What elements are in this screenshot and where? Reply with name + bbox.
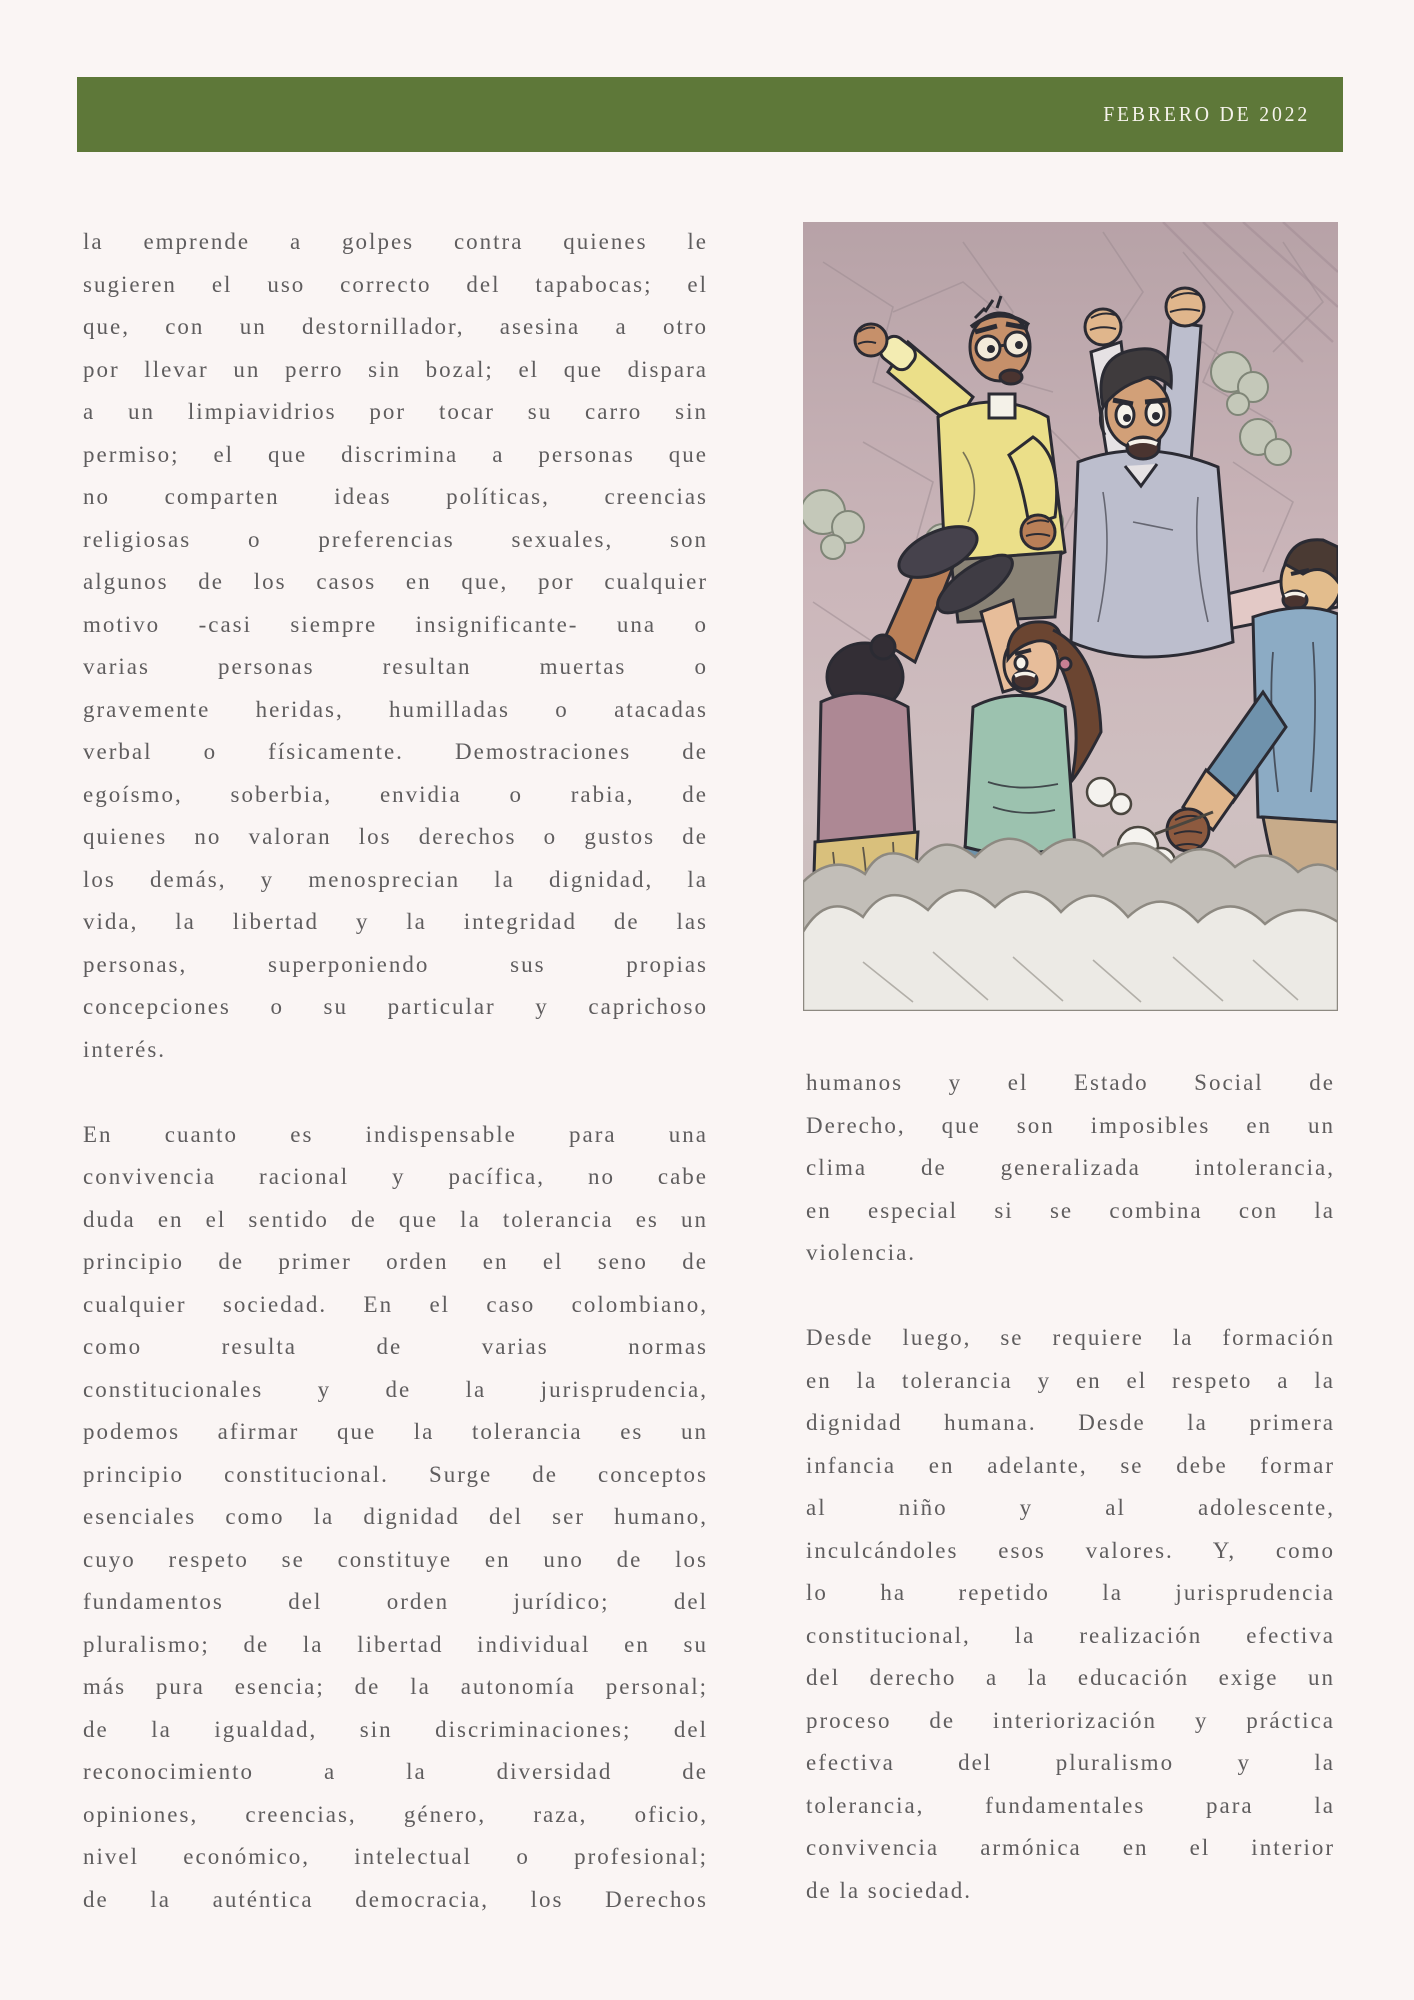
text-line: del derecho a la educación exige un: [806, 1665, 1335, 1690]
text-line: nivel económico, intelectual o profesional;: [83, 1844, 708, 1869]
text-line: opiniones, creencias, género, raza, oficio,: [83, 1801, 708, 1827]
text-line: podemos afirmar que la tolerancia es un: [83, 1419, 708, 1444]
text-line: gravemente heridas, humilladas o atacadas: [83, 696, 708, 722]
text-line: lo ha repetido la jurisprudencia: [806, 1580, 1335, 1605]
paragraph: [83, 221, 708, 1071]
text-line: convivencia armónica en el interior: [806, 1835, 1335, 1860]
text-line: infancia en adelante, se debe formar: [806, 1452, 1335, 1478]
text-line: algunos de los casos en que, por cualquier: [83, 569, 708, 594]
text-line: no comparten ideas políticas, creencias: [83, 484, 708, 509]
text-line: a un limpiavidrios por tocar su carro sin: [83, 399, 708, 424]
text-line: principio de primer orden en el seno de: [83, 1249, 708, 1274]
text-line: constitucional, la realización efectiva: [806, 1622, 1335, 1648]
text-line: proceso de interiorización y práctica: [806, 1707, 1335, 1733]
text-line: principio constitucional. Surge de conceptos: [83, 1461, 708, 1487]
text-line: pluralismo; de la libertad individual en su: [83, 1631, 708, 1657]
text-line: en especial si se combina con la: [806, 1197, 1335, 1223]
text-line: personas, superponiendo sus propias: [83, 951, 708, 977]
paragraph: [83, 1114, 708, 1922]
text-line: verbal o físicamente. Demostraciones de: [83, 739, 708, 764]
text-line: convivencia racional y pacífica, no cabe: [83, 1164, 708, 1189]
text-line: quienes no valoran los derechos o gustos de: [83, 824, 708, 849]
fight-illustration: [803, 222, 1338, 1011]
text-line: violencia.: [806, 1240, 917, 1265]
text-line: de la igualdad, sin discriminaciones; del: [83, 1716, 708, 1742]
text-line: por llevar un perro sin bozal; el que dispara: [83, 356, 708, 382]
text-line: permiso; el que discrimina a personas que: [83, 441, 708, 467]
text-line: esenciales como la dignidad del ser humano,: [83, 1504, 708, 1529]
text-line: concepciones o su particular y caprichoso: [83, 994, 708, 1019]
text-line: constitucionales y de la jurisprudencia,: [83, 1376, 708, 1402]
fight-illustration-drawing: [803, 222, 1338, 1011]
text-line: humanos y el Estado Social de: [806, 1070, 1335, 1095]
issue-date-label: FEBRERO DE 2022: [1103, 102, 1310, 126]
paragraph: [806, 1317, 1335, 1912]
text-line: egoísmo, soberbia, envidia o rabia, de: [83, 781, 708, 807]
text-line: duda en el sentido de que la tolerancia es un: [83, 1206, 708, 1232]
text-line: de la auténtica democracia, los Derechos: [83, 1886, 708, 1912]
text-line: fundamentos del orden jurídico; del: [83, 1589, 708, 1614]
text-line: efectiva del pluralismo y la: [806, 1750, 1335, 1775]
text-line: cuyo respeto se constituye en uno de los: [83, 1546, 708, 1572]
text-line: clima de generalizada intolerancia,: [806, 1155, 1335, 1180]
text-line: inculcándoles esos valores. Y, como: [806, 1537, 1335, 1563]
text-line: En cuanto es indispensable para una: [83, 1121, 708, 1147]
text-line: como resulta de varias normas: [83, 1334, 708, 1359]
right-text-column: [806, 1062, 1335, 1912]
text-line: más pura esencia; de la autonomía personal;: [83, 1674, 708, 1699]
text-line: los demás, y menosprecian la dignidad, la: [83, 866, 708, 892]
text-line: reconocimiento a la diversidad de: [83, 1759, 708, 1784]
text-line: cualquier sociedad. En el caso colombiano,: [83, 1291, 708, 1317]
text-line: tolerancia, fundamentales para la: [806, 1792, 1335, 1818]
text-line: dignidad humana. Desde la primera: [806, 1410, 1335, 1435]
paragraph: [806, 1062, 1335, 1275]
text-line: religiosas o preferencias sexuales, son: [83, 526, 708, 552]
text-line: en la tolerancia y en el respeto a la: [806, 1367, 1335, 1393]
text-line: que, con un destornillador, asesina a otro: [83, 314, 708, 339]
text-line: sugieren el uso correcto del tapabocas; el: [83, 271, 708, 297]
text-line: interés.: [83, 1036, 167, 1062]
text-line: vida, la libertad y la integridad de las: [83, 909, 708, 934]
text-line: Derecho, que son imposibles en un: [806, 1112, 1335, 1138]
text-line: varias personas resultan muertas o: [83, 654, 708, 679]
text-line: al niño y al adolescente,: [806, 1495, 1335, 1520]
text-line: de la sociedad.: [806, 1877, 973, 1903]
text-line: motivo -casi siempre insignificante- una o: [83, 611, 708, 637]
text-line: la emprende a golpes contra quienes le: [83, 229, 708, 254]
text-line: Desde luego, se requiere la formación: [806, 1325, 1335, 1350]
issue-banner: [77, 77, 1343, 152]
left-text-column: [83, 221, 708, 1921]
